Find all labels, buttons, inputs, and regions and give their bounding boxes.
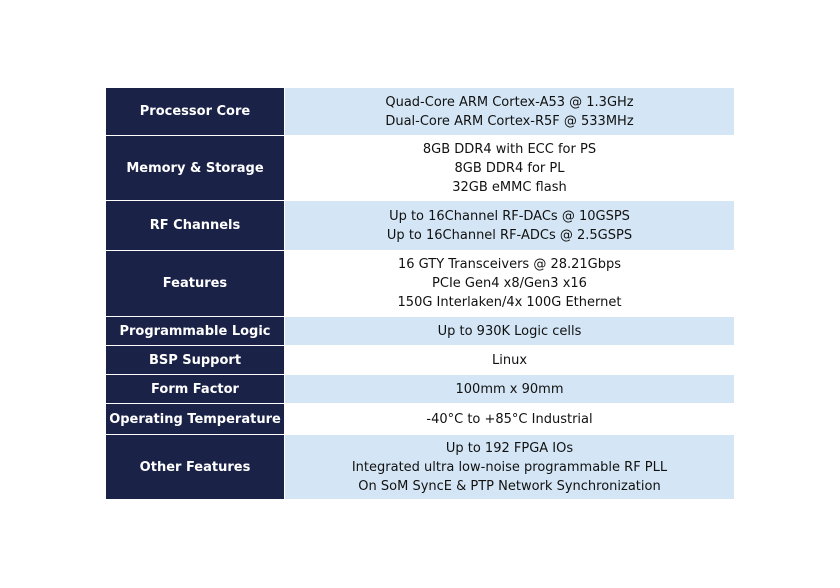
spec-value-line: Up to 16Channel RF-ADCs @ 2.5GSPS: [386, 227, 633, 243]
spec-row-operating-temperature: [106, 404, 735, 435]
spec-value: [285, 88, 735, 136]
spec-value-line: PCIe Gen4 x8/Gen3 x16: [432, 276, 587, 291]
spec-value-line: 150G Interlaken/4x 100G Ethernet: [397, 295, 622, 310]
spec-value: [285, 346, 735, 375]
spec-value-line: Integrated ultra low-noise programmable RF PLL: [351, 459, 668, 475]
spec-label: Form Factor: [106, 375, 285, 404]
spec-value: [285, 435, 735, 500]
spec-value: [285, 251, 735, 317]
spec-value: [285, 317, 735, 346]
spec-row-processor-core: [106, 88, 735, 136]
spec-value-line: Up to 16Channel RF-DACs @ 10GSPS: [389, 208, 630, 224]
spec-value-line: Quad-Core ARM Cortex-A53 @ 1.3GHz: [385, 94, 634, 110]
spec-value: [285, 136, 735, 201]
spec-value-line: 8GB DDR4 with ECC for PS: [422, 141, 597, 157]
spec-row-features: [106, 251, 735, 317]
spec-value-line: Up to 930K Logic cells: [437, 323, 582, 339]
spec-value-line: 8GB DDR4 for PL: [454, 160, 565, 176]
spec-label: Operating Temperature: [106, 404, 285, 435]
spec-value: [285, 404, 735, 435]
spec-row-other-features: [106, 435, 735, 500]
spec-value-line: Up to 192 FPGA IOs: [445, 440, 574, 456]
spec-value-line: 32GB eMMC flash: [452, 179, 567, 195]
spec-row-memory-storage: [106, 136, 735, 201]
spec-value: [285, 201, 735, 251]
spec-table: [105, 87, 735, 500]
spec-value-line: 16 GTY Transceivers @ 28.21Gbps: [397, 257, 622, 272]
spec-value-line: Dual-Core ARM Cortex-R5F @ 533MHz: [385, 113, 634, 129]
spec-row-form-factor: [106, 375, 735, 404]
spec-value-line: On SoM SyncE & PTP Network Synchronization: [358, 478, 661, 494]
spec-label: Programmable Logic: [106, 317, 285, 346]
spec-value: [285, 375, 735, 404]
spec-value-line: Linux: [491, 352, 528, 368]
spec-label: Memory & Storage: [106, 136, 285, 201]
spec-label: Other Features: [106, 435, 285, 500]
spec-row-rf-channels: [106, 201, 735, 251]
spec-row-bsp-support: [106, 346, 735, 375]
spec-value-line: 100mm x 90mm: [455, 381, 564, 397]
spec-label: BSP Support: [106, 346, 285, 375]
spec-row-programmable-logic: [106, 317, 735, 346]
spec-label: Processor Core: [106, 88, 285, 136]
spec-label: RF Channels: [106, 201, 285, 251]
spec-label: Features: [106, 251, 285, 317]
spec-value-line: -40°C to +85°C Industrial: [426, 411, 593, 427]
